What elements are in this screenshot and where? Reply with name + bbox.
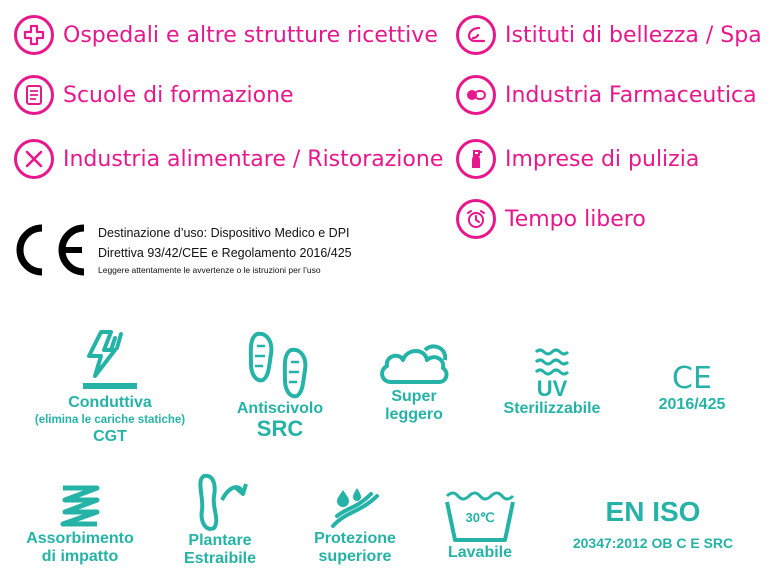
feature-line2: Estraibile (183, 550, 257, 567)
sector-label: Imprese di pulizia (505, 146, 700, 172)
sector-alimentare (14, 139, 443, 179)
feature-title: Antiscivolo (236, 400, 324, 417)
wave-icon (456, 15, 496, 55)
feature-plantare (172, 470, 268, 568)
ce-warning: Leggere attentamente le avvertenze o le istruzioni per l’uso (98, 265, 321, 275)
feature-line1: Assorbimento (26, 530, 134, 547)
notebook-icon (14, 75, 54, 115)
lightning-ground-icon (75, 328, 145, 394)
ce-mark-icon (12, 222, 88, 278)
feature-super-leggero (374, 340, 454, 424)
ce-directive: Direttiva 93/42/CEE e Regolamento 2016/425 (98, 246, 352, 260)
sector-bellezza (456, 15, 762, 55)
feature-line2: leggero (385, 406, 443, 423)
shoe-soles-icon (243, 330, 317, 400)
spray-bottle-icon (456, 139, 496, 179)
en-iso-title: EN ISO (605, 496, 701, 527)
sector-ospedali (14, 15, 438, 55)
medical-cross-icon (14, 15, 54, 55)
sector-label: Tempo libero (505, 206, 646, 232)
feature-protezione (300, 486, 410, 566)
sector-tempo-libero (456, 199, 646, 239)
feature-line1: Super (391, 388, 437, 405)
sector-farmaceutica (456, 75, 757, 115)
sector-pulizia (456, 139, 699, 179)
feature-line1: Plantare (188, 532, 252, 549)
ce-certification (12, 222, 352, 278)
sector-label: Industria alimentare / Ristorazione (63, 146, 444, 172)
drops-shield-icon (327, 486, 383, 530)
feature-line1: Protezione (314, 530, 396, 547)
feature-code: 2016/425 (658, 396, 726, 413)
ce-intended-use: Destinazione d’uso: Dispositivo Medico e DPI (98, 226, 350, 240)
uv-mark: UV (536, 376, 568, 401)
sector-label: Industria Farmaceutica (505, 82, 757, 108)
feature-title: Sterilizzabile (503, 400, 601, 417)
sector-label: Ospedali e altre strutture ricettive (63, 22, 438, 48)
feature-title: Conduttiva (68, 394, 152, 411)
feature-lavabile (432, 486, 528, 562)
feature-code: CGT (93, 428, 127, 445)
insole-icon (190, 470, 250, 532)
feature-subtitle: (elimina le cariche statiche) (34, 414, 186, 426)
sector-label: Scuole di formazione (63, 82, 294, 108)
uv-waves-icon (532, 346, 572, 378)
en-iso-code: 20347:2012 OB C E SRC (572, 535, 734, 551)
sector-label: Istituti di bellezza / Spa (505, 22, 762, 48)
fork-knife-icon (14, 139, 54, 179)
feature-assorbimento (12, 482, 148, 566)
feature-ce (644, 362, 740, 414)
ce-mark-text: CE (672, 361, 712, 396)
alarm-clock-icon (456, 199, 496, 239)
sector-scuole (14, 75, 294, 115)
feature-conduttiva (8, 328, 212, 446)
feature-code: SRC (256, 416, 304, 441)
feature-en-iso (540, 496, 766, 552)
feature-uv (488, 346, 616, 418)
spring-icon (55, 482, 105, 530)
wash-temperature: 30℃ (465, 510, 495, 525)
feature-line2: di impatto (41, 548, 119, 565)
feature-line2: superiore (318, 548, 392, 565)
cloud-icon (377, 340, 451, 388)
pill-icon (456, 75, 496, 115)
feature-antiscivolo (222, 330, 338, 440)
feature-title: Lavabile (447, 544, 513, 561)
